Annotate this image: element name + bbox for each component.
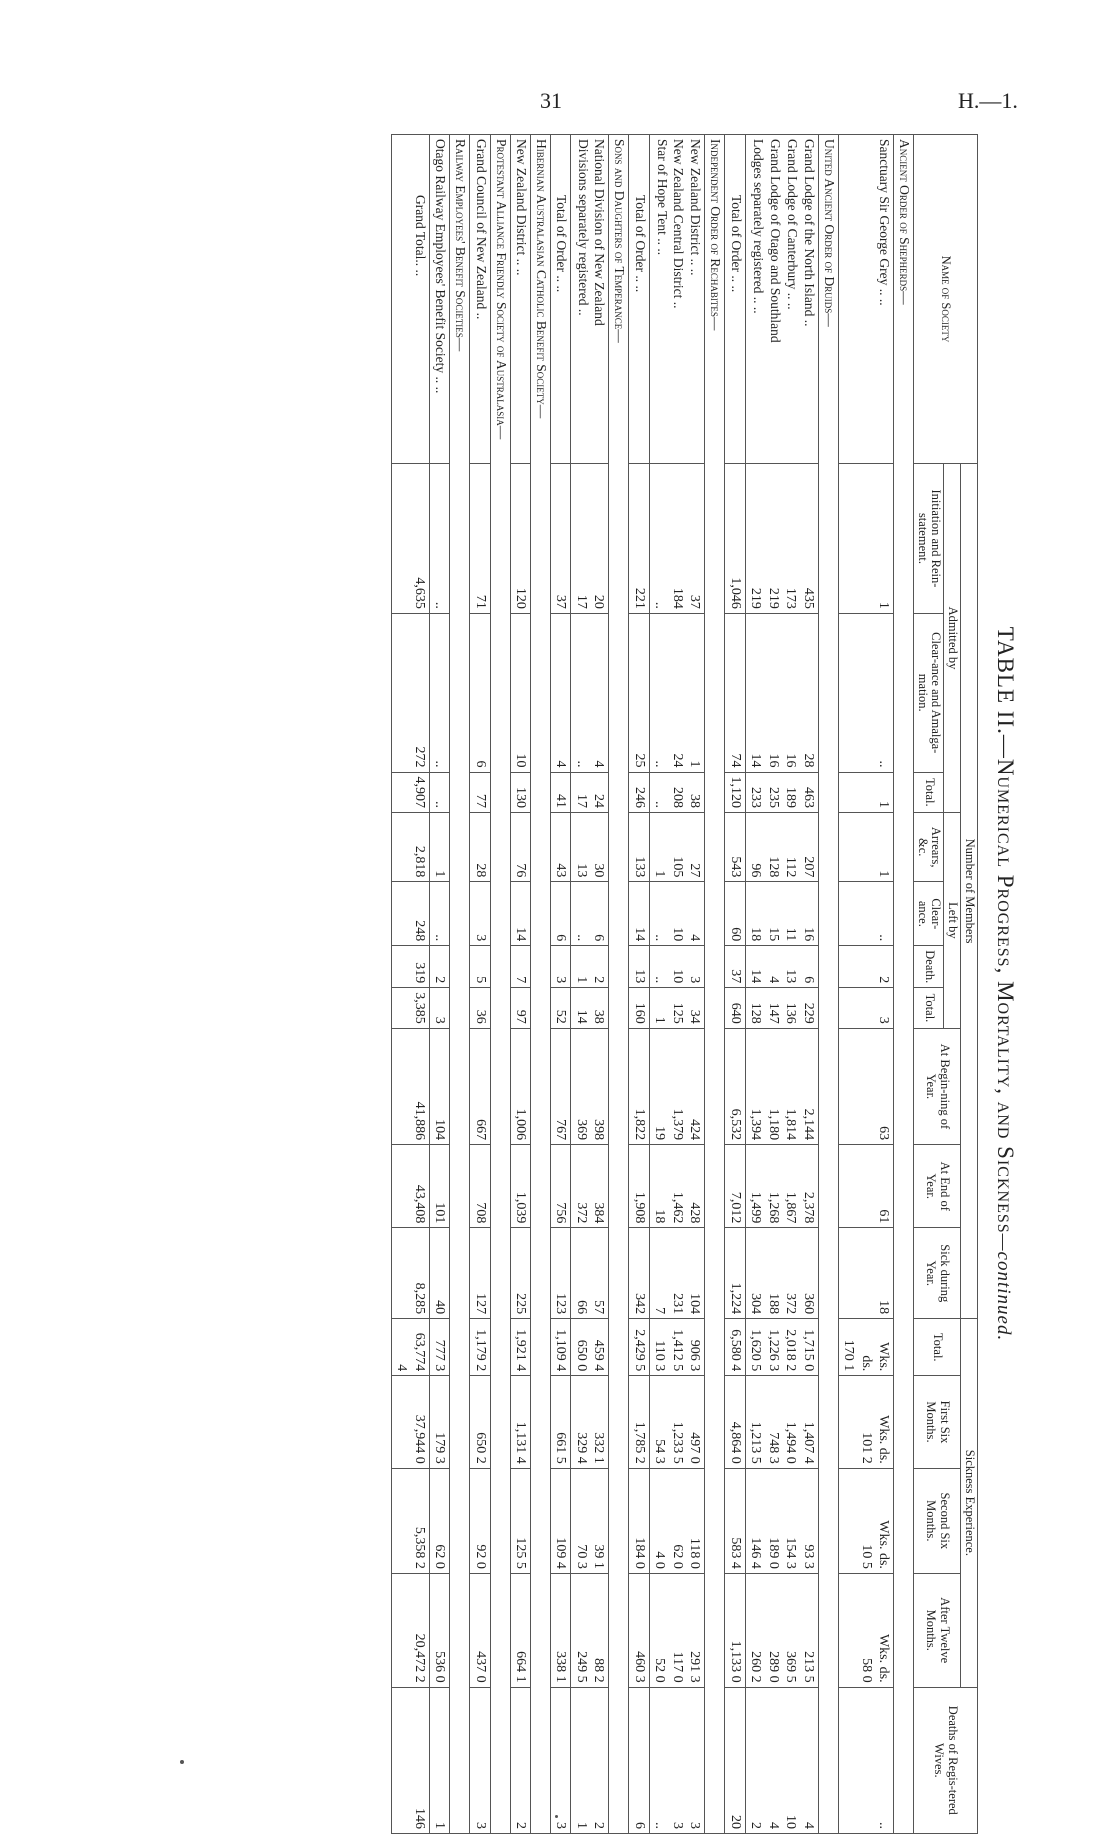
- cell-value: 20 17: [571, 464, 609, 614]
- cell-value: 2,144 1,814 1,180 1,394: [745, 1028, 818, 1144]
- cell-value: 1,109 4: [551, 1319, 572, 1376]
- col-first: First Six Months.: [914, 1376, 961, 1468]
- cell-value: 463 189 235 233: [745, 772, 818, 813]
- cell-value: 207 112 128 96: [745, 813, 818, 882]
- cell-value: 93 3 154 3 189 0 146 4: [745, 1468, 818, 1573]
- col-initiation: Initiation and Rein-statement.: [914, 464, 945, 614]
- cell-value: 1,224: [725, 1228, 746, 1319]
- cell-value: 459 4 650 0: [571, 1319, 609, 1376]
- cell-value: 360 372 188 304: [745, 1228, 818, 1319]
- statistics-table: [391, 134, 978, 1834]
- cell-value: 1: [429, 813, 450, 882]
- society-name: New Zealand District .. ..: [510, 135, 531, 464]
- cell-value: 332 1 329 4: [571, 1376, 609, 1468]
- cell-value: 16 11 15 18: [745, 882, 818, 946]
- cell-value: 7: [510, 946, 531, 988]
- cell-value: 708: [470, 1145, 491, 1228]
- cell-value: 27 105 1: [649, 813, 705, 882]
- cell-value: 6: [470, 613, 491, 772]
- society-name: Grand Lodge of the North Island .. Grand Lodge of Canterbury .. .. Grand Lodge of Otago and Southland Lodges separately registered .. ..: [745, 135, 818, 464]
- cell-value: 3 10 ..: [649, 946, 705, 988]
- cell-value: 130: [510, 772, 531, 813]
- page-code: H.—1.: [958, 88, 1018, 113]
- cell-value: 6 ..: [571, 882, 609, 946]
- cell-value: 906 3 1,412 5 110 3: [649, 1319, 705, 1376]
- cell-value: 1,921 4: [510, 1319, 531, 1376]
- cell-value: 221: [629, 464, 650, 614]
- group-header-row: [818, 135, 838, 1834]
- cell-value: 3: [551, 1687, 572, 1833]
- cell-value: 1: [838, 464, 894, 614]
- table-row: [838, 135, 894, 1834]
- rotated-table-area: [158, 134, 1018, 1834]
- cell-value: 1,407 4 1,494 0 748 3 1,213 5: [745, 1376, 818, 1468]
- cell-value: Wks. ds. 10 5: [838, 1468, 894, 1573]
- cell-value: 104: [429, 1028, 450, 1144]
- col-name: Name of Society: [914, 135, 978, 464]
- table-row: [470, 135, 491, 1834]
- cell-value: 24 17: [571, 772, 609, 813]
- cell-value: 125 5: [510, 1468, 531, 1573]
- cell-value: 5,358 2: [391, 1468, 429, 1573]
- cell-value: 28: [470, 813, 491, 882]
- cell-value: 664 1: [510, 1573, 531, 1687]
- cell-value: Wks. ds. 101 2: [838, 1376, 894, 1468]
- cell-value: 20,472 2: [391, 1573, 429, 1687]
- cell-value: 1,179 2: [470, 1319, 491, 1376]
- cell-value: 60: [725, 882, 746, 946]
- cell-value: ..: [429, 464, 450, 614]
- cell-value: 2,378 1,867 1,268 1,499: [745, 1145, 818, 1228]
- cell-value: 650 2: [470, 1376, 491, 1468]
- cell-value: 14: [629, 882, 650, 946]
- cell-value: 1,006: [510, 1028, 531, 1144]
- cell-value: 6: [629, 1687, 650, 1833]
- society-name: Ancient Order of Shepherds—: [894, 135, 914, 1834]
- cell-value: 77: [470, 772, 491, 813]
- cell-value: 120: [510, 464, 531, 614]
- cell-value: 272: [391, 613, 429, 772]
- cell-value: 38 14: [571, 988, 609, 1029]
- cell-value: 10: [510, 613, 531, 772]
- cell-value: 2: [510, 1687, 531, 1833]
- cell-value: 52: [551, 988, 572, 1029]
- cell-value: 92 0: [470, 1468, 491, 1573]
- cell-value: 424 1,379 19: [649, 1028, 705, 1144]
- society-name: Grand Council of New Zealand ..: [470, 135, 491, 464]
- cell-value: 6 13 4 14: [745, 946, 818, 988]
- cell-value: 101: [429, 1145, 450, 1228]
- cell-value: 76: [510, 813, 531, 882]
- cell-value: 40: [429, 1228, 450, 1319]
- cell-value: 661 5: [551, 1376, 572, 1468]
- cell-value: 667: [470, 1028, 491, 1144]
- cell-value: 536 0: [429, 1573, 450, 1687]
- cell-value: 319: [391, 946, 429, 988]
- cell-value: 133: [629, 813, 650, 882]
- cell-value: ..: [429, 772, 450, 813]
- group-header-row: [609, 135, 629, 1834]
- cell-value: 6,532: [725, 1028, 746, 1144]
- cell-value: 213 5 369 5 289 0 260 2: [745, 1573, 818, 1687]
- society-name: United Ancient Order of Druids—: [818, 135, 838, 1834]
- col-death: Death.: [914, 946, 945, 988]
- cell-value: 3: [470, 1687, 491, 1833]
- cell-value: 37,944 0: [391, 1376, 429, 1468]
- cell-value: 88 2 249 5: [571, 1573, 609, 1687]
- table-row: [510, 135, 531, 1834]
- cell-value: 4,907: [391, 772, 429, 813]
- cell-value: 1,908: [629, 1145, 650, 1228]
- table-row: [649, 135, 705, 1834]
- cell-value: 38 208 ..: [649, 772, 705, 813]
- cell-value: 4 10 4 2: [745, 1687, 818, 1833]
- group-header-row: [531, 135, 551, 1834]
- cell-value: ..: [429, 882, 450, 946]
- cell-value: 3: [838, 988, 894, 1029]
- cell-value: 384 372: [571, 1145, 609, 1228]
- cell-value: 3: [470, 882, 491, 946]
- cell-value: 3: [551, 946, 572, 988]
- cell-value: ..: [429, 613, 450, 772]
- cell-value: 777 3: [429, 1319, 450, 1376]
- cell-value: 41: [551, 772, 572, 813]
- total-row: [391, 135, 429, 1834]
- cell-value: 39 1 70 3: [571, 1468, 609, 1573]
- cell-value: 437 0: [470, 1573, 491, 1687]
- cell-value: 4,864 0: [725, 1376, 746, 1468]
- cell-value: 4 ..: [571, 613, 609, 772]
- col-clearance: Clear-ance.: [914, 882, 945, 946]
- cell-value: 30 13: [571, 813, 609, 882]
- col-second: Second Six Months.: [914, 1468, 961, 1573]
- group-header-row: [705, 135, 725, 1834]
- cell-value: 4: [551, 613, 572, 772]
- cell-value: 63,774 4: [391, 1319, 429, 1376]
- left-heading: Left by: [944, 813, 961, 1029]
- group-header-row: [450, 135, 470, 1834]
- col-clearance-amal: Clear-ance and Amalga-mation.: [914, 613, 945, 772]
- cell-value: 1: [838, 813, 894, 882]
- cell-value: 63: [838, 1028, 894, 1144]
- cell-value: 2: [838, 946, 894, 988]
- group-header-row: [490, 135, 510, 1834]
- cell-value: 127: [470, 1228, 491, 1319]
- cell-value: 61: [838, 1145, 894, 1228]
- cell-value: 57 66: [571, 1228, 609, 1319]
- total-row: [551, 135, 572, 1834]
- society-name: Sanctuary Sir George Grey .. ..: [838, 135, 894, 464]
- cell-value: 4 10 ..: [649, 882, 705, 946]
- cell-value: 1,131 4: [510, 1376, 531, 1468]
- society-name: Independent Order of Rechabites—: [705, 135, 725, 1834]
- cell-value: 1,133 0: [725, 1573, 746, 1687]
- cell-value: 756: [551, 1145, 572, 1228]
- cell-value: 43,408: [391, 1145, 429, 1228]
- cell-value: 3 3 ..: [649, 1687, 705, 1833]
- cell-value: 460 3: [629, 1573, 650, 1687]
- cell-value: 179 3: [429, 1376, 450, 1468]
- cell-value: 34 125 1: [649, 988, 705, 1029]
- cell-value: 6,580 4: [725, 1319, 746, 1376]
- cell-value: 4,635: [391, 464, 429, 614]
- cell-value: 13: [629, 946, 650, 988]
- cell-value: 20: [725, 1687, 746, 1833]
- cell-value: 767: [551, 1028, 572, 1144]
- cell-value: 640: [725, 988, 746, 1029]
- admitted-heading: Admitted by: [944, 464, 961, 813]
- cell-value: 37: [725, 946, 746, 988]
- cell-value: 6: [551, 882, 572, 946]
- cell-value: 291 3 117 0 52 0: [649, 1573, 705, 1687]
- cell-value: 229 136 147 128: [745, 988, 818, 1029]
- cell-value: 398 369: [571, 1028, 609, 1144]
- cell-value: 41,886: [391, 1028, 429, 1144]
- cell-value: 43: [551, 813, 572, 882]
- cell-value: 5: [470, 946, 491, 988]
- cell-value: 1,046: [725, 464, 746, 614]
- group-header-row: [894, 135, 914, 1834]
- cell-value: 2 1: [571, 946, 609, 988]
- society-name: National Division of New Zealand Divisions separately registered ..: [571, 135, 609, 464]
- cell-value: 3: [429, 988, 450, 1029]
- cell-value: 3,385: [391, 988, 429, 1029]
- cell-value: 118 0 62 0 4 0: [649, 1468, 705, 1573]
- cell-value: 8,285: [391, 1228, 429, 1319]
- cell-value: 146: [391, 1687, 429, 1833]
- col-begin: At Begin-ning of Year.: [914, 1028, 961, 1144]
- cell-value: 342: [629, 1228, 650, 1319]
- cell-value: 14: [510, 882, 531, 946]
- cell-value: 1,039: [510, 1145, 531, 1228]
- table-body: [391, 135, 913, 1834]
- cell-value: 2 1: [571, 1687, 609, 1833]
- col-end: At End of Year.: [914, 1145, 961, 1228]
- table-row: [571, 135, 609, 1834]
- total-row: [629, 135, 650, 1834]
- cell-value: 1: [838, 772, 894, 813]
- cell-value: 184 0: [629, 1468, 650, 1573]
- cell-value: 36: [470, 988, 491, 1029]
- table-row: [429, 135, 450, 1834]
- speck-mark: [555, 1815, 558, 1818]
- cell-value: 37: [551, 464, 572, 614]
- cell-value: 543: [725, 813, 746, 882]
- society-name: Grand Total.. ..: [391, 135, 429, 464]
- cell-value: 2,818: [391, 813, 429, 882]
- cell-value: 338 1: [551, 1573, 572, 1687]
- cell-value: 160: [629, 988, 650, 1029]
- cell-value: Wks. ds. 58 0: [838, 1573, 894, 1687]
- col-admitted-total: Total.: [914, 772, 945, 813]
- cell-value: 2,429 5: [629, 1319, 650, 1376]
- table-row: [745, 135, 818, 1834]
- col-wives: Deaths of Regis-tered Wives.: [914, 1687, 978, 1833]
- cell-value: 246: [629, 772, 650, 813]
- members-heading: Number of Members: [961, 464, 978, 1319]
- cell-value: 37 184 ..: [649, 464, 705, 614]
- society-name: Otago Railway Employees' Benefit Society .. ..: [429, 135, 450, 464]
- cell-value: 2: [429, 946, 450, 988]
- cell-value: 104 231 7: [649, 1228, 705, 1319]
- cell-value: 1: [429, 1687, 450, 1833]
- cell-value: Wks. ds. 170 1: [838, 1319, 894, 1376]
- cell-value: ..: [838, 613, 894, 772]
- cell-value: 1,785 2: [629, 1376, 650, 1468]
- col-after: After Twelve Months.: [914, 1573, 961, 1687]
- society-name: Hibernian Australasian Catholic Benefit Society—: [531, 135, 551, 1834]
- cell-value: 109 4: [551, 1468, 572, 1573]
- cell-value: 97: [510, 988, 531, 1029]
- cell-value: 428 1,462 18: [649, 1145, 705, 1228]
- page-number: 31: [540, 88, 562, 113]
- cell-value: 71: [470, 464, 491, 614]
- col-sick-total: Total.: [914, 1319, 961, 1376]
- cell-value: 583 4: [725, 1468, 746, 1573]
- cell-value: 74: [725, 613, 746, 772]
- total-row: [725, 135, 746, 1834]
- society-name: Sons and Daughters of Temperance—: [609, 135, 629, 1834]
- cell-value: 7,012: [725, 1145, 746, 1228]
- cell-value: 123: [551, 1228, 572, 1319]
- col-arrears: Arrears, &c.: [914, 813, 945, 882]
- society-name: New Zealand District .. .. New Zealand Central District .. Star of Hope Tent .. ..: [649, 135, 705, 464]
- col-sick: Sick during Year.: [914, 1228, 961, 1319]
- society-name: Total of Order .. ..: [629, 135, 650, 464]
- cell-value: 248: [391, 882, 429, 946]
- cell-value: 25: [629, 613, 650, 772]
- table-title: TABLE II.—Numerical Progress, Mortality, and Sickness—continued.: [993, 626, 1018, 1342]
- cell-value: 1,822: [629, 1028, 650, 1144]
- cell-value: 435 173 219 219: [745, 464, 818, 614]
- cell-value: 497 0 1,233 5 54 3: [649, 1376, 705, 1468]
- society-name: Total of Order .. ..: [551, 135, 572, 464]
- cell-value: 1,120: [725, 772, 746, 813]
- society-name: Total of Order .. ..: [725, 135, 746, 464]
- col-left-total: Total.: [914, 988, 945, 1029]
- speck-mark: [180, 1760, 184, 1764]
- cell-value: 225: [510, 1228, 531, 1319]
- society-name: Railway Employees' Benefit Societies—: [450, 135, 470, 1834]
- sickness-heading: Sickness Experience.: [961, 1319, 978, 1687]
- society-name: Protestant Alliance Friendly Society of Australasia—: [490, 135, 510, 1834]
- cell-value: 18: [838, 1228, 894, 1319]
- cell-value: 28 16 16 14: [745, 613, 818, 772]
- cell-value: ..: [838, 882, 894, 946]
- cell-value: 1,715 0 2,018 2 1,226 3 1,620 5: [745, 1319, 818, 1376]
- cell-value: ..: [838, 1687, 894, 1833]
- cell-value: 62 0: [429, 1468, 450, 1573]
- cell-value: 1 24 ..: [649, 613, 705, 772]
